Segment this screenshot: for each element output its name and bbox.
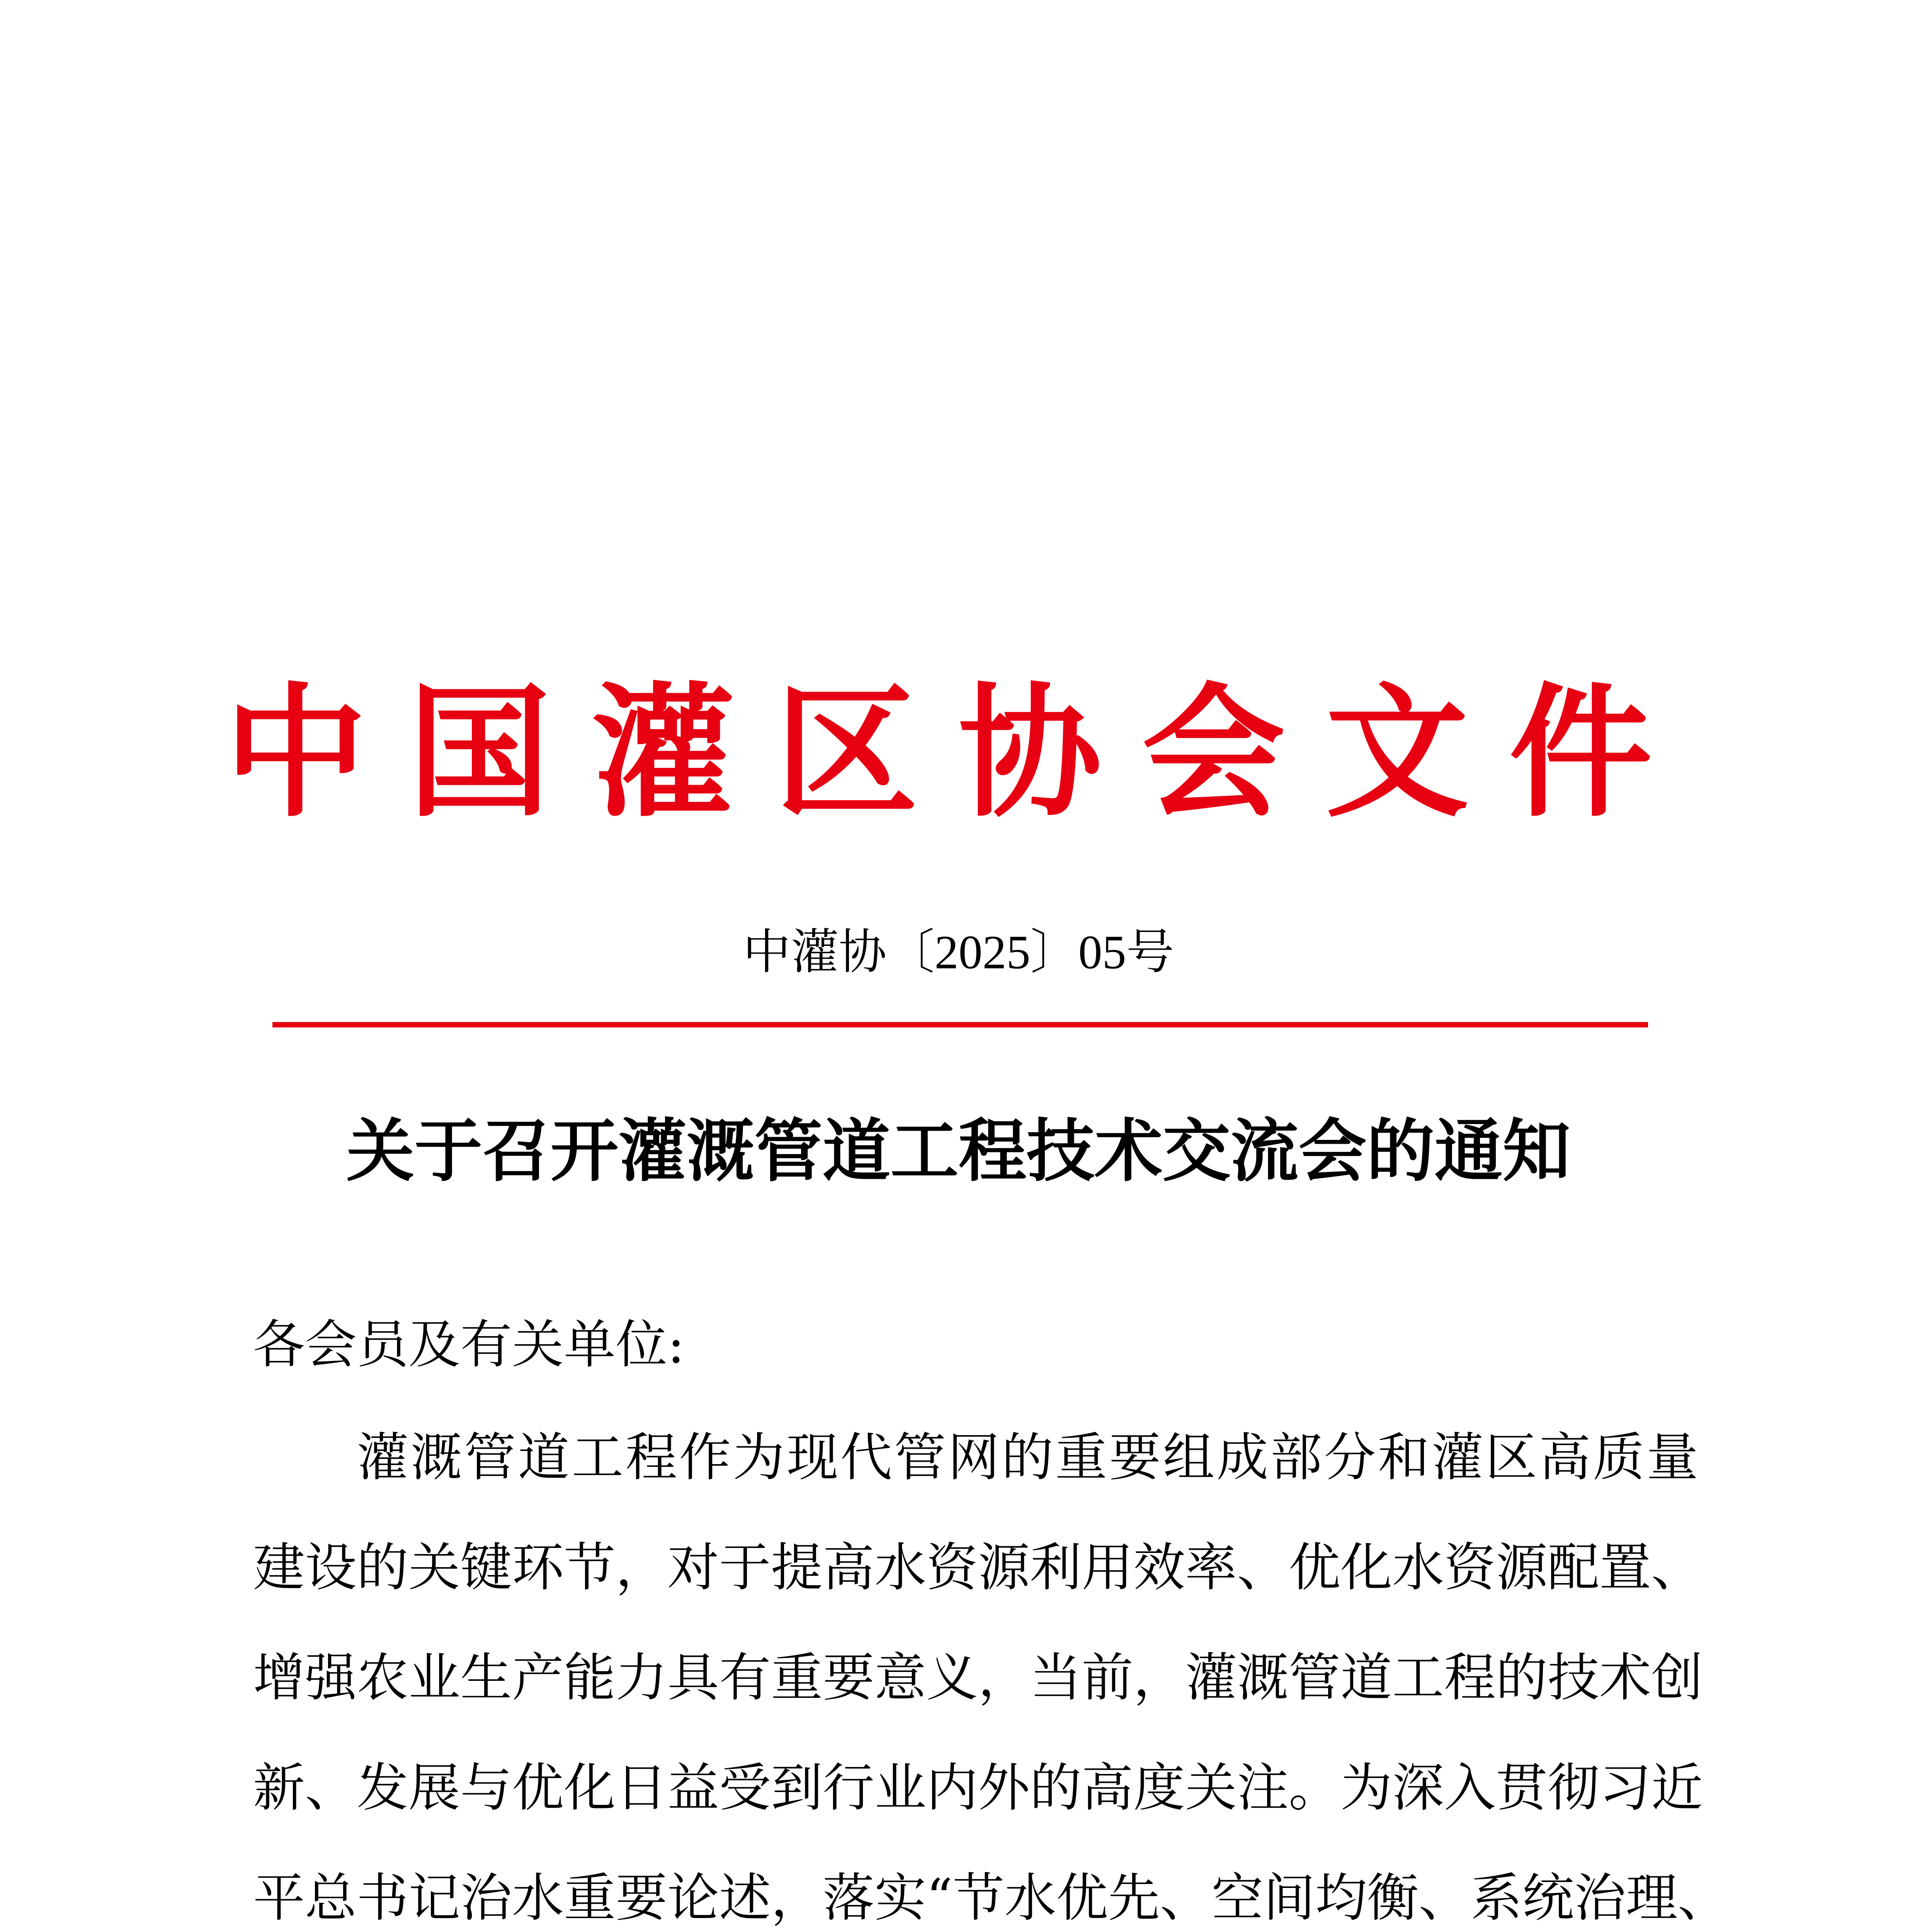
body-line: 新、发展与优化日益受到行业内外的高度关注。为深入贯彻习近 xyxy=(253,1758,1703,1818)
body-line: 灌溉管道工程作为现代管网的重要组成部分和灌区高质量 xyxy=(357,1427,1698,1488)
salutation: 各会员及有关单位: xyxy=(253,1315,685,1375)
masthead-title: 中国灌区协会文件 xyxy=(224,670,1693,837)
body-line: 增强农业生产能力具有重要意义，当前，灌溉管道工程的技术创 xyxy=(253,1648,1703,1708)
notice-body xyxy=(253,1403,1730,1932)
document-number: 中灌协〔2025〕05号 xyxy=(743,926,1174,979)
red-divider-line xyxy=(272,1022,1648,1027)
notice-title: 关于召开灌溉管道工程技术交流会的通知 xyxy=(346,1112,1571,1191)
body-line: 平总书记治水重要论述，落实“节水优先、空间均衡、系统治理、 xyxy=(253,1868,1730,1928)
body-line: 建设的关键环节，对于提高水资源利用效率、优化水资源配置、 xyxy=(253,1537,1703,1598)
